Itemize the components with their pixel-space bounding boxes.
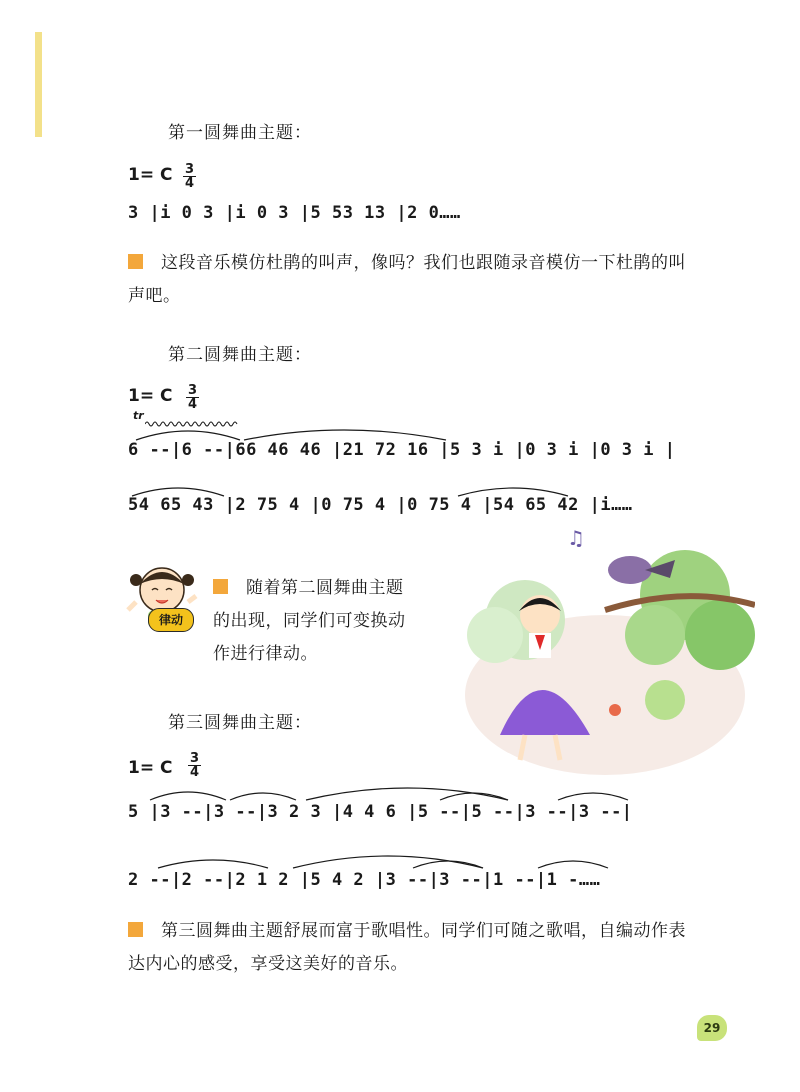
activity-text: 随着第二圆舞曲主题的出现，同学们可变换动作进行律动。 [213, 578, 406, 664]
theme2-key: 1= C [128, 386, 173, 406]
theme2-notation-line-2: 54 65 43 |2 75 4 |0 75 4 |0 75 4 |54 65 42 |i…… [128, 495, 633, 515]
svg-text:♫: ♫ [567, 526, 585, 550]
theme3-notation-line-2: 2 --|2 --|2 1 2 |5 4 2 |3 --|3 --|1 --|1 -…… [128, 870, 601, 890]
paragraph-1: 这段音乐模仿杜鹃的叫声，像吗？我们也跟随录音模仿一下杜鹃的叫声吧。 [128, 253, 686, 306]
theme3-notation-line-1: 5 |3 --|3 --|3 2 3 |4 4 6 |5 --|5 --|3 --|3 --| [128, 802, 633, 822]
trill-mark: tr [133, 409, 144, 422]
page-number: 29 [697, 1015, 727, 1041]
theme3-key: 1= C [128, 758, 173, 778]
theme3-heading: 第三圆舞曲主题： [168, 713, 312, 733]
theme1-key: 1= C [128, 165, 173, 185]
square-bullet-icon [128, 254, 143, 269]
theme1-notation: 3 |i 0 3 |i 0 3 |5 53 13 |2 0…… [128, 203, 461, 223]
girl-dancing-with-cuckoo-illustration [455, 525, 755, 780]
theme2-heading: 第二圆舞曲主题： [168, 345, 312, 365]
accent-bar [35, 32, 42, 137]
square-bullet-icon [128, 922, 143, 937]
theme1-time-signature: 3 4 [185, 162, 195, 191]
theme1-heading: 第一圆舞曲主题： [168, 123, 312, 143]
rhythm-badge: 律动 [148, 608, 194, 632]
theme2-time-signature: 3 4 [188, 383, 198, 412]
paragraph-2: 第三圆舞曲主题舒展而富于歌唱性。同学们可随之歌唱，自编动作表达内心的感受，享受这美好的音乐。 [128, 921, 686, 974]
theme2-notation-line-1: 6 --|6 --|66 46 46 |21 72 16 |5 3 i |0 3 i |0 3 i | [128, 440, 676, 460]
square-bullet-icon [213, 579, 228, 594]
theme3-time-signature: 3 4 [190, 751, 200, 780]
